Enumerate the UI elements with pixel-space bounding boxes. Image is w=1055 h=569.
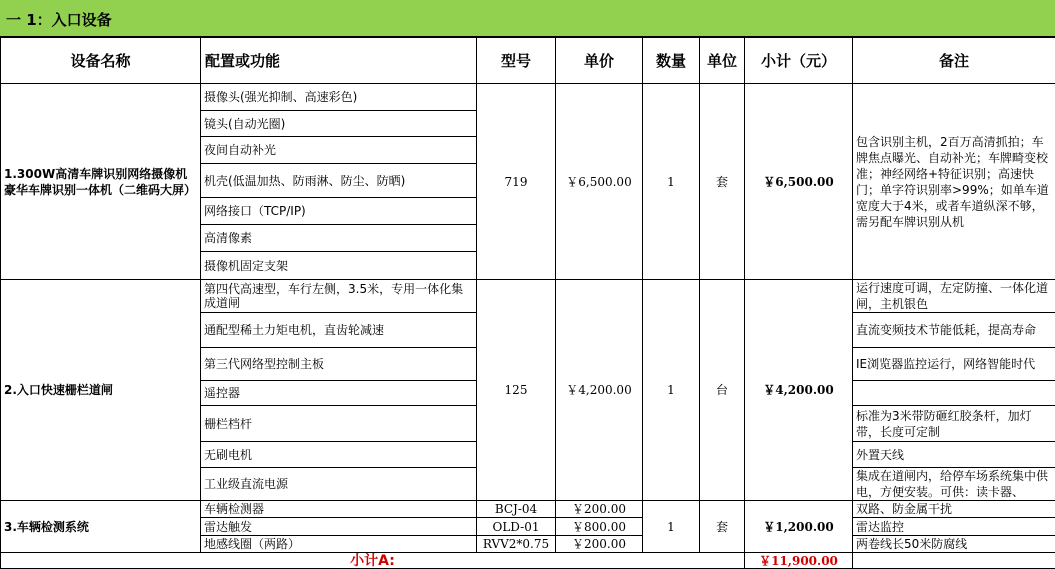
qty-cell: 1 bbox=[643, 501, 700, 553]
model-cell: OLD-01 bbox=[477, 518, 556, 536]
header-cell: 配置或功能 bbox=[201, 38, 477, 84]
header-cell: 型号 bbox=[477, 38, 556, 84]
config-cell: 遥控器 bbox=[201, 381, 477, 406]
config-cell: 高清像素 bbox=[201, 225, 477, 252]
model-cell: 719 bbox=[477, 84, 556, 280]
config-cell: 地感线圈（两路） bbox=[201, 536, 477, 553]
note-cell: 外置天线 bbox=[853, 442, 1055, 468]
model-cell: 125 bbox=[477, 280, 556, 501]
note-cell: 标准为3米带防砸红胶条杆，加灯带，长度可定制 bbox=[853, 406, 1055, 442]
model-cell: BCJ-04 bbox=[477, 501, 556, 518]
qty-cell: 1 bbox=[643, 84, 700, 280]
header-cell: 备注 bbox=[853, 38, 1055, 84]
note-cell: 直流变频技术节能低耗，提高寿命 bbox=[853, 313, 1055, 348]
config-cell: 车辆检测器 bbox=[201, 501, 477, 518]
config-cell: 夜间自动补光 bbox=[201, 137, 477, 164]
config-cell: 雷达触发 bbox=[201, 518, 477, 536]
total-value: ￥11,900.00 bbox=[745, 553, 853, 569]
config-cell: 通配型稀土力矩电机，直齿轮减速 bbox=[201, 313, 477, 348]
equipment-table bbox=[0, 37, 1055, 569]
price-cell: ￥4,200.00 bbox=[556, 280, 643, 501]
note-cell: 双路、防金属干扰 bbox=[853, 501, 1055, 518]
equipment-name: 1.300W高清车牌识别网络摄像机豪华车牌识别一体机（二维码大屏） bbox=[1, 84, 201, 280]
note-cell: IE浏览器监控运行，网络智能时代 bbox=[853, 348, 1055, 381]
total-row bbox=[1, 553, 1055, 569]
subtotal-cell: ￥6,500.00 bbox=[745, 84, 853, 280]
header-cell: 单价 bbox=[556, 38, 643, 84]
unit-cell: 套 bbox=[700, 501, 745, 553]
section-title-bar bbox=[0, 0, 1055, 37]
config-cell: 镜头(自动光圈) bbox=[201, 111, 477, 137]
config-cell: 机壳(低温加热、防雨淋、防尘、防晒) bbox=[201, 164, 477, 198]
price-cell: ￥200.00 bbox=[556, 536, 643, 553]
subtotal-cell: ￥1,200.00 bbox=[745, 501, 853, 553]
note-cell: 雷达监控 bbox=[853, 518, 1055, 536]
table-row bbox=[1, 84, 1055, 111]
header-cell: 单位 bbox=[700, 38, 745, 84]
header-row bbox=[1, 38, 1055, 84]
table-row bbox=[1, 280, 1055, 313]
config-cell: 摄像头(强光抑制、高速彩色) bbox=[201, 84, 477, 111]
note-cell bbox=[853, 381, 1055, 406]
config-cell: 网络接口（TCP/IP) bbox=[201, 198, 477, 225]
config-cell: 第三代网络型控制主板 bbox=[201, 348, 477, 381]
header-cell: 小计（元） bbox=[745, 38, 853, 84]
config-cell: 第四代高速型，车行左侧，3.5米，专用一体化集成道闸 bbox=[201, 280, 477, 313]
equipment-name: 3.车辆检测系统 bbox=[1, 501, 201, 553]
table-row bbox=[1, 501, 1055, 518]
qty-cell: 1 bbox=[643, 280, 700, 501]
note-cell: 集成在道闸内，给停车场系统集中供电，方便安装。可供：读卡器、 bbox=[853, 468, 1055, 501]
subtotal-cell: ￥4,200.00 bbox=[745, 280, 853, 501]
total-label: 小计A: bbox=[1, 553, 745, 569]
header-cell: 设备名称 bbox=[1, 38, 201, 84]
config-cell: 工业级直流电源 bbox=[201, 468, 477, 501]
config-cell: 无刷电机 bbox=[201, 442, 477, 468]
note-cell: 包含识别主机，2百万高清抓拍；车牌焦点曝光、自动补光；车牌畸变校准；神经网络+特征识别；高速快门；单字符识别率>99%；如单车道宽度大于4米，或者车道纵深不够，需另配车牌识别从机 bbox=[853, 84, 1055, 280]
section-title: 一 1：入口设备 bbox=[6, 11, 112, 29]
config-cell: 摄像机固定支架 bbox=[201, 252, 477, 280]
price-cell: ￥200.00 bbox=[556, 501, 643, 518]
note-cell: 运行速度可调，左定防撞、一体化道闸，主机银色 bbox=[853, 280, 1055, 313]
price-cell: ￥800.00 bbox=[556, 518, 643, 536]
equipment-name: 2.入口快速栅栏道闸 bbox=[1, 280, 201, 501]
config-cell: 栅栏档杆 bbox=[201, 406, 477, 442]
unit-cell: 台 bbox=[700, 280, 745, 501]
model-cell: RVV2*0.75 bbox=[477, 536, 556, 553]
total-note-cell bbox=[853, 553, 1055, 569]
price-cell: ￥6,500.00 bbox=[556, 84, 643, 280]
unit-cell: 套 bbox=[700, 84, 745, 280]
note-cell: 两卷线长50米防腐线 bbox=[853, 536, 1055, 553]
header-cell: 数量 bbox=[643, 38, 700, 84]
